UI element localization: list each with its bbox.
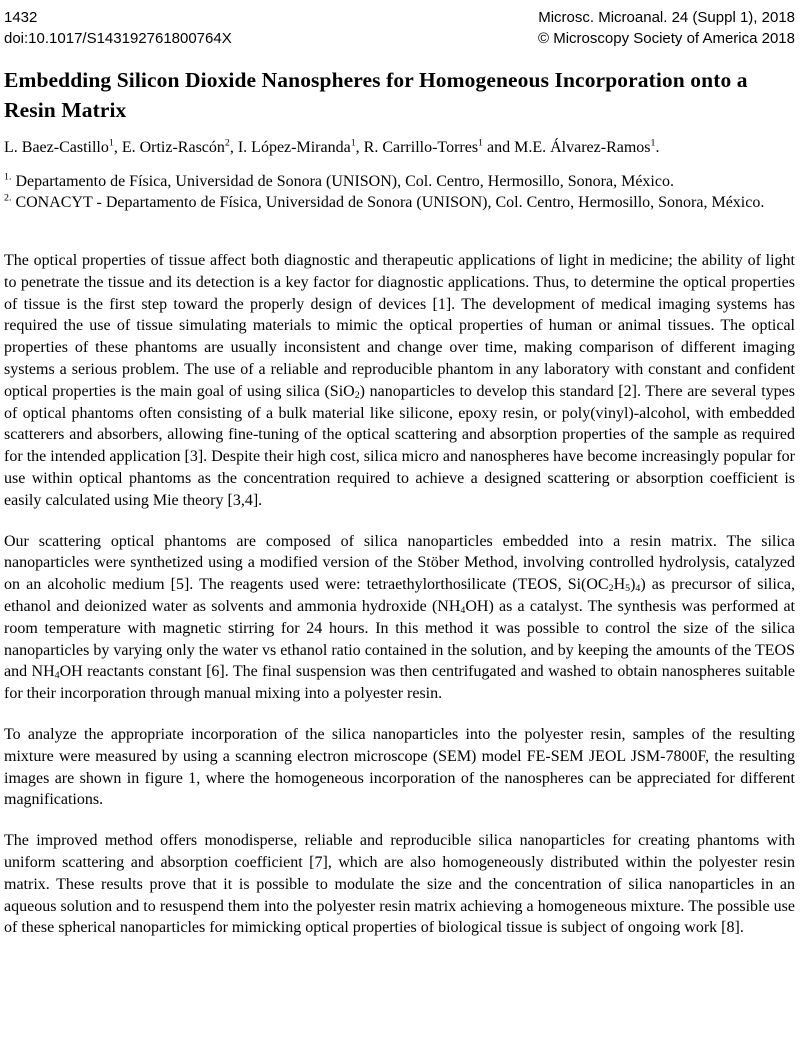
- journal-reference: Microsc. Microanal. 24 (Suppl 1), 2018: [538, 9, 795, 26]
- doi: doi:10.1017/S143192761800764X: [4, 30, 232, 47]
- copyright-notice: © Microscopy Society of America 2018: [538, 30, 795, 47]
- header-right: [538, 7, 795, 49]
- paragraph-3: To analyze the appropriate incorporation of the silica nanoparticles into the polyester resin, samples of the resulting mixture were measured by using a scanning electron microscope (SEM) model FE-SEM JEOL JSM-7800F, the resulting images are shown in figure 1, where the homogeneous incorporation of the nanospheres can be appreciated for different magnifications.: [4, 725, 795, 809]
- affiliations-block: [4, 172, 795, 213]
- article-title: Embedding Silicon Dioxide Nanospheres for Homogeneous Incorporation onto a Resin Matrix: [4, 68, 748, 122]
- paragraph-1: The optical properties of tissue affect both diagnostic and therapeutic applications of light in medicine; the ability of light to penetrate the tissue and its detection is a key factor for diagnostic applications. Thus, to determine the optical properties of tissue is the first step toward the properly design of devices [1]. The development of medical imaging systems has required the use of tissue simulating materials to mimic the optical properties of human or animal tissues. The optical properties of these phantoms are usually inconsistent and change over time, making comparison of different imaging systems a serious problem. The use of a reliable and reproducible phantom in any laboratory with constant and confident optical properties is the main goal of using silica (SiO$_2$) nanoparticles to develop this standard [2]. There are several types of optical phantoms often consisting of a bulk material like silicone, epoxy resin, or poly(vinyl)-alcohol, with embedded scatterers and absorbers, allowing fine-tuning of the optical scattering and absorption properties of the sample as required for the intended application [3]. Despite their high cost, silica micro and nanospheres have become increasingly popular for use within optical phantoms as the concentration required to achieve a designed scattering or absorption coefficient is easily calculated using Mie theory [3,4].: [4, 252, 796, 509]
- paragraph-2: Our scattering optical phantoms are composed of silica nanoparticles embedded into a resin matrix. The silica nanoparticles were synthetized using a modified version of the Stöber Method, involving controlled hydrolysis, catalyzed on an alcoholic medium [5]. The reagents used were: tetraethylorthosilicate (TEOS, $Si(OC_2H_5)_4$) as precursor of silica, ethanol and deionized water as solvents and ammonia hydroxide $(NH_4OH)$ as a catalyst. The synthesis was performed at room temperature with magnetic stirring for 24 hours. In this method it was possible to control the size of the silica nanoparticles by varying only the water vs ethanol ratio contained in the solution, and by keeping the amounts of the TEOS and $NH_4OH$ reactants constant [6]. The final suspension was then centrifugated and washed to obtain nanospheres suitable for their incorporation through manual mixing into a polyester resin.: [4, 532, 795, 703]
- page-header: [4, 7, 795, 49]
- page-number: 1432: [4, 9, 38, 26]
- header-left: [4, 7, 232, 49]
- affiliation-1: $^{1.}$ Departamento de Física, Universidad de Sonora (UNISON), Col. Centro, Hermosillo, Sonora, México.: [4, 171, 674, 190]
- authors-line: L. Baez-Castillo$^1$, E. Ortiz-Rascón$^2$, I. López-Miranda$^1$, R. Carrillo-Torres$^1$ and M.E. Álvarez-Ramos$^1$.: [4, 137, 660, 156]
- paragraph-4: The improved method offers monodisperse, reliable and reproducible silica nanoparticles for creating phantoms with uniform scattering and absorption coefficient [7], which are also homogeneously distributed within the polyester resin matrix. These results prove that it is possible to modulate the size and the concentration of silica nanoparticles in an aqueous solution and to resuspend them into the polyester resin matrix achieving a homogeneous mixture. The possible use of these spherical nanoparticles for mimicking optical properties of biological tissue is subject of ongoing work [8].: [4, 832, 795, 937]
- article-body: [4, 250, 795, 939]
- affiliation-2: $^{2.}$ CONACYT - Departamento de Física, Universidad de Sonora (UNISON), Col. Centro, Hermosillo, Sonora, México.: [4, 192, 765, 211]
